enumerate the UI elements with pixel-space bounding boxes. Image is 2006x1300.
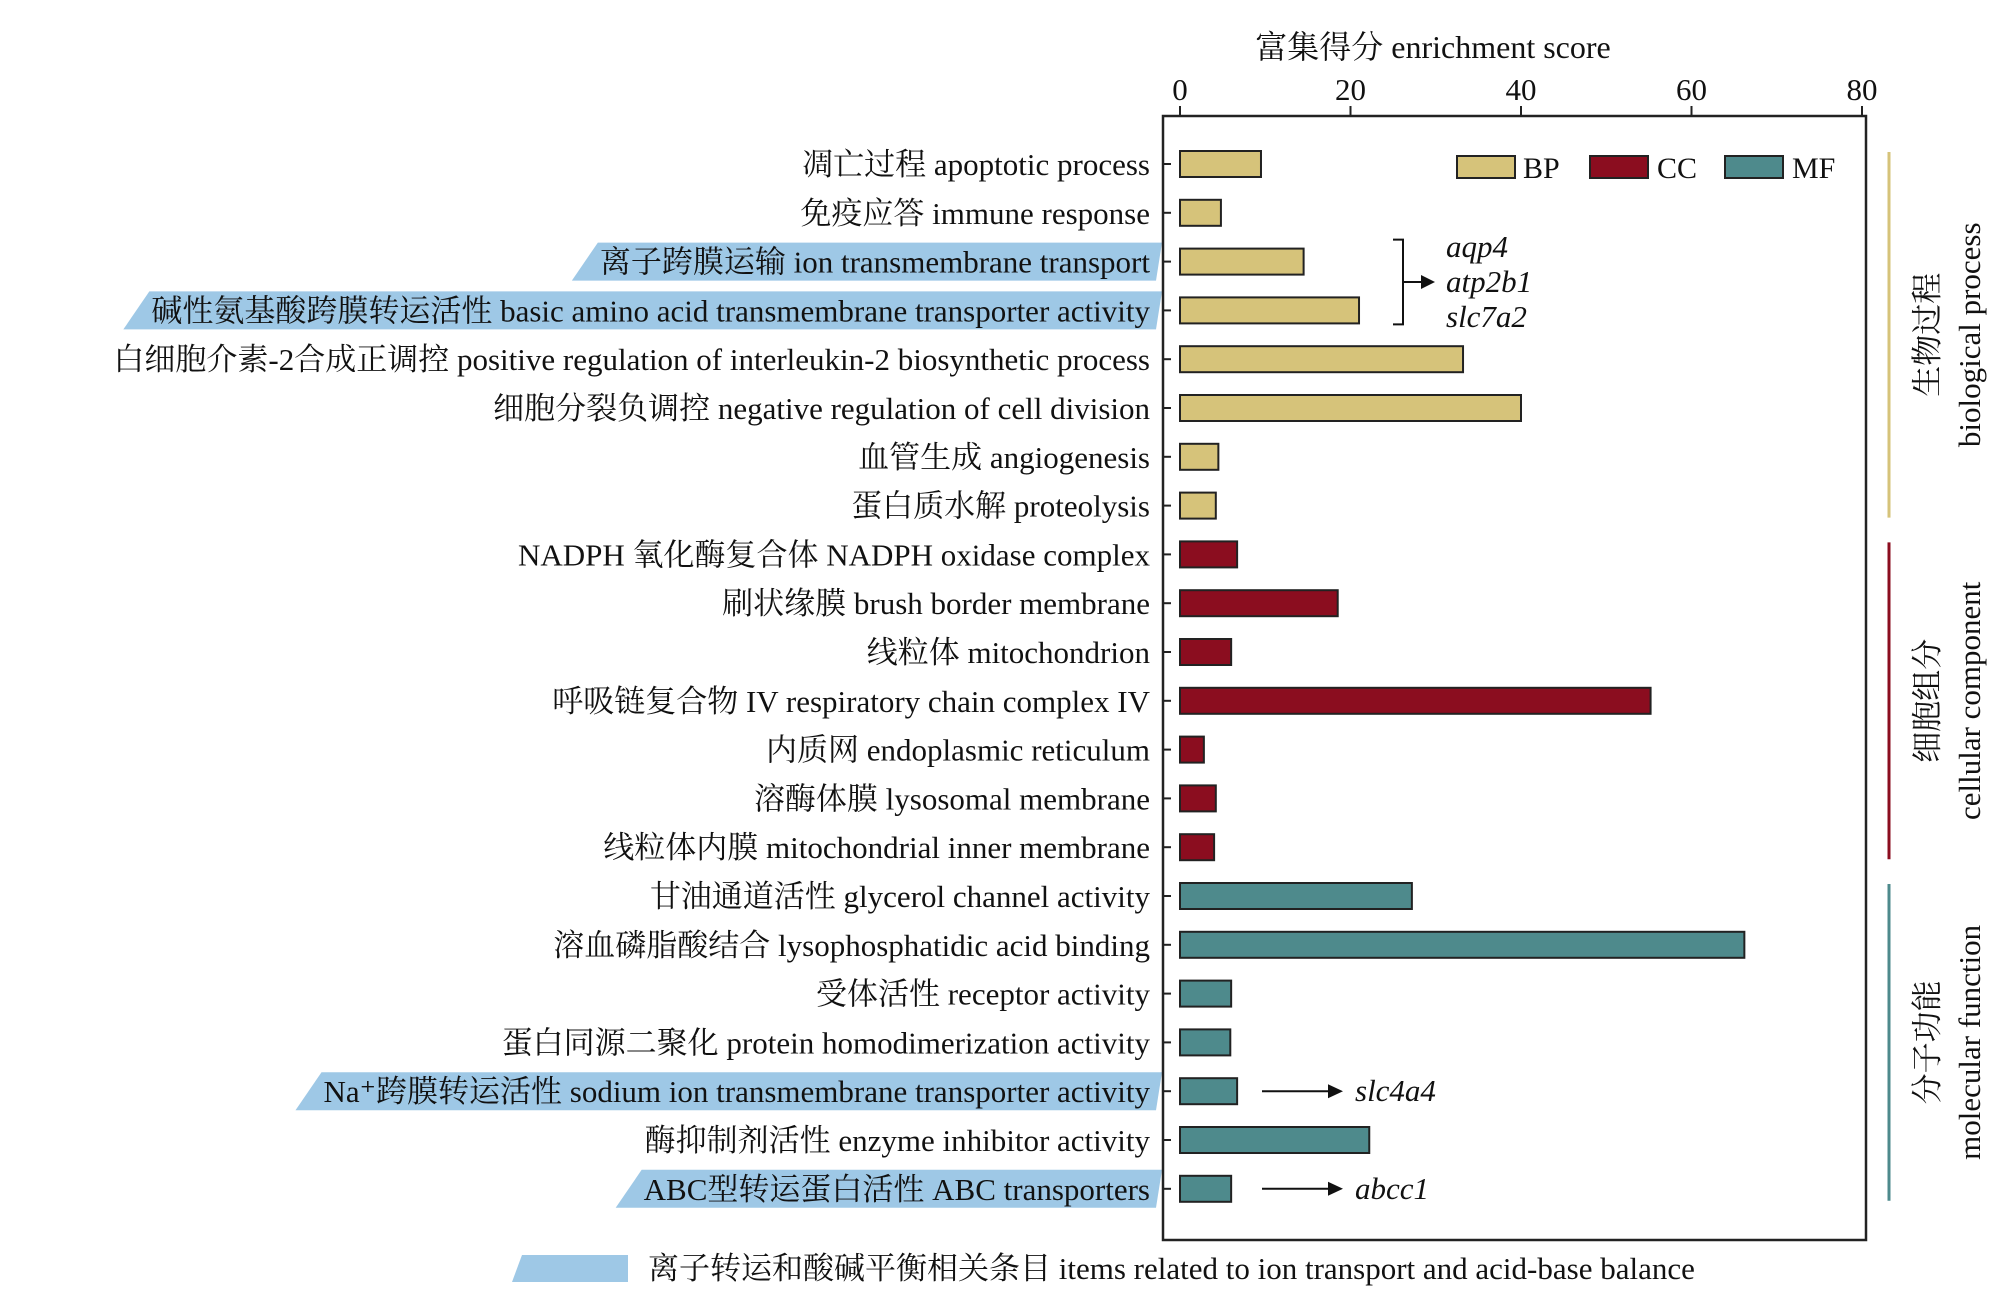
bar-mf — [1180, 883, 1412, 909]
bar-bp — [1180, 151, 1261, 177]
bar-bp — [1180, 493, 1216, 519]
bar-bp — [1180, 346, 1463, 372]
category-label: 蛋白质水解 proteolysis — [851, 488, 1150, 524]
category-label: 溶酶体膜 lysosomal membrane — [753, 781, 1150, 817]
group-label-zh: 细胞组分 — [1910, 638, 1945, 763]
bar-cc — [1180, 785, 1216, 811]
category-label: 蛋白同源二聚化 protein homodimerization activity — [501, 1025, 1150, 1061]
category-labels — [113, 147, 1150, 1207]
category-label: 凋亡过程 apoptotic process — [802, 147, 1150, 182]
category-label: 刷状缘膜 brush border membrane — [722, 586, 1150, 622]
legend-swatch-mf — [1725, 156, 1783, 178]
legend-label-bp: BP — [1523, 152, 1560, 185]
group-label-en: biological process — [1952, 222, 1987, 448]
gene-label: slc7a2 — [1446, 299, 1527, 334]
category-label: 受体活性 receptor activity — [815, 976, 1150, 1012]
category-label: 酶抑制剂活性 enzyme inhibitor activity — [644, 1123, 1150, 1158]
category-label: Na⁺跨膜转运活性 sodium ion transmembrane transporter activity — [323, 1074, 1150, 1110]
legend-label-mf: MF — [1792, 152, 1836, 185]
bar-mf — [1180, 932, 1744, 958]
category-label: 溶血磷脂酸结合 lysophosphatidic acid binding — [553, 927, 1150, 963]
category-label: 甘油通道活性 glycerol channel activity — [649, 879, 1150, 914]
bar-cc — [1180, 541, 1237, 567]
legend-swatch-cc — [1590, 156, 1648, 178]
bar-mf — [1180, 981, 1231, 1007]
category-label: 离子跨膜运输 ion transmembrane transport — [599, 244, 1150, 280]
bar-cc — [1180, 639, 1231, 665]
bar-bp — [1180, 249, 1304, 275]
bar-mf — [1180, 1176, 1231, 1202]
group-brackets — [1889, 152, 1987, 1201]
category-label: 内质网 endoplasmic reticulum — [766, 732, 1150, 768]
bar-mf — [1180, 1078, 1237, 1104]
category-label: NADPH 氧化酶复合体 NADPH oxidase complex — [517, 537, 1150, 573]
category-label: 碱性氨基酸跨膜转运活性 basic amino acid transmembrane transporter activity — [151, 293, 1150, 329]
footnote-text: 离子转运和酸碱平衡相关条目 items related to ion transport and acid-base balance — [648, 1251, 1695, 1286]
arrow-head — [1328, 1084, 1343, 1098]
legend-label-cc: CC — [1657, 152, 1698, 185]
category-label: 呼吸链复合物 IV respiratory chain complex IV — [552, 683, 1150, 719]
x-tick-label: 0 — [1172, 72, 1188, 107]
category-label: 细胞分裂负调控 negative regulation of cell division — [493, 391, 1150, 426]
bar-bp — [1180, 200, 1221, 226]
bracket — [1393, 240, 1403, 325]
bar-bp — [1180, 444, 1218, 470]
gene-label: aqp4 — [1446, 229, 1508, 264]
x-tick-label: 20 — [1335, 72, 1366, 107]
category-label: 线粒体 mitochondrion — [866, 635, 1150, 670]
bar-cc — [1180, 590, 1338, 616]
category-label: 线粒体内膜 mitochondrial inner membrane — [603, 830, 1150, 866]
gene-annotations — [1262, 229, 1532, 1206]
x-tick-label: 40 — [1505, 72, 1537, 107]
group-label-zh: 分子功能 — [1910, 980, 1945, 1105]
gene-label: slc4a4 — [1355, 1073, 1436, 1109]
category-label: 白细胞介素-2合成正调控 positive regulation of interleukin-2 biosynthetic process — [113, 342, 1150, 378]
bar-mf — [1180, 1029, 1230, 1055]
group-label-en: cellular component — [1952, 581, 1987, 821]
gene-label: atp2b1 — [1446, 264, 1533, 299]
category-label: 血管生成 angiogenesis — [858, 439, 1150, 475]
x-tick-label: 80 — [1846, 72, 1878, 107]
category-label: 免疫应答 immune response — [800, 195, 1150, 231]
group-label-zh: 生物过程 — [1910, 272, 1945, 397]
legend — [1457, 152, 1835, 185]
group-label-en: molecular function — [1952, 924, 1987, 1160]
arrow-head — [1421, 275, 1435, 289]
gene-label: abcc1 — [1355, 1170, 1430, 1206]
x-axis-title: 富集得分 enrichment score — [1255, 29, 1611, 65]
x-axis-ticks — [1172, 72, 1877, 116]
x-tick-label: 60 — [1676, 72, 1707, 107]
category-label: ABC型转运蛋白活性 ABC transporters — [643, 1171, 1150, 1207]
bar-cc — [1180, 834, 1214, 860]
bar-bp — [1180, 395, 1521, 421]
footnote-legend — [512, 1251, 1695, 1286]
footnote-swatch — [512, 1255, 628, 1282]
bar-mf — [1180, 1127, 1369, 1153]
bar-bp — [1180, 297, 1359, 323]
arrow-head — [1328, 1182, 1343, 1196]
bar-cc — [1180, 688, 1651, 714]
bar-cc — [1180, 737, 1204, 763]
highlight-layer — [123, 243, 1162, 1208]
legend-swatch-bp — [1457, 156, 1515, 178]
